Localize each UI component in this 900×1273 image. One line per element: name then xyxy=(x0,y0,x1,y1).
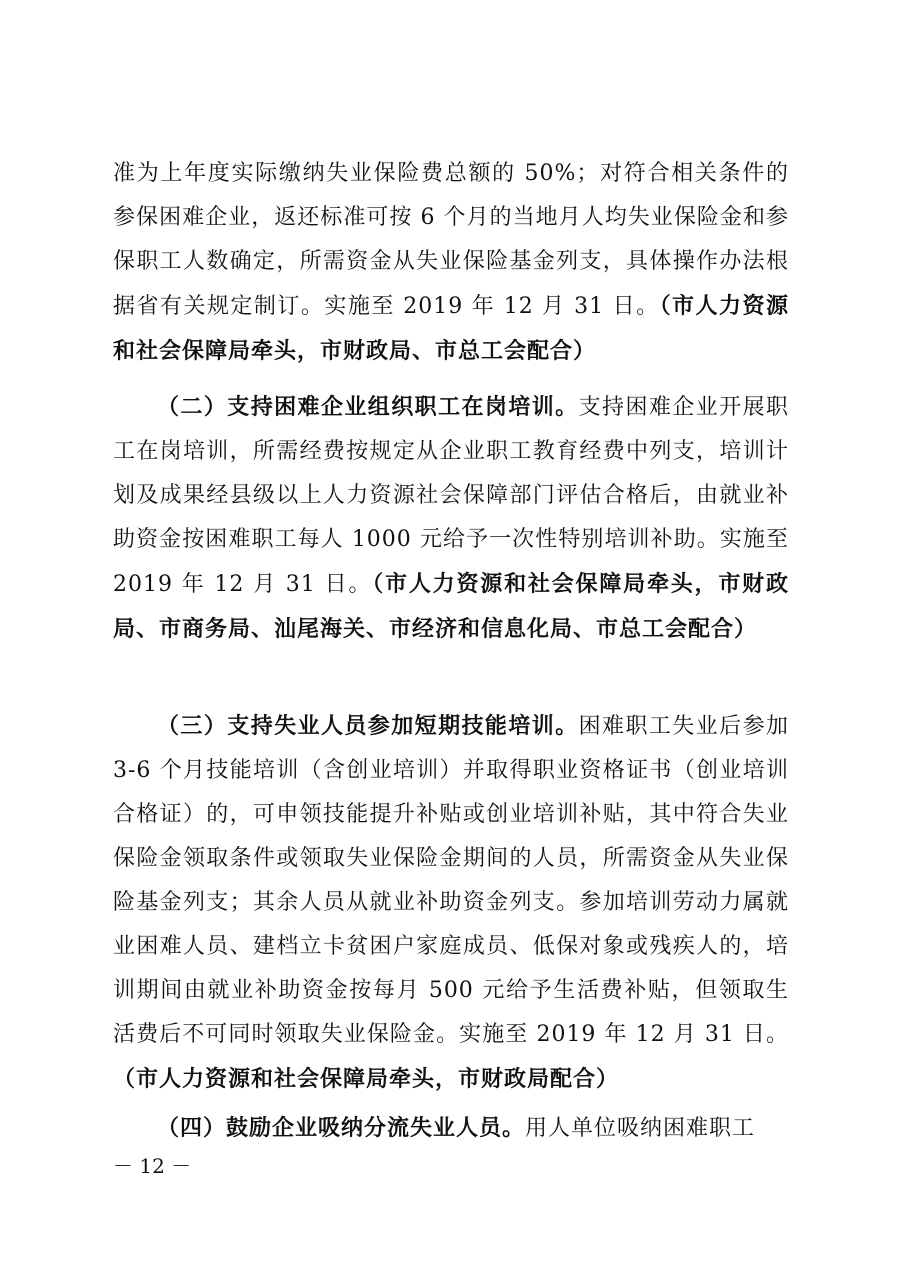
responsible-departments: （市人力资源和社会保障局牵头，市财政局、市商务局、汕尾海关、市经济和信息化局、市总工会配合） xyxy=(113,571,789,642)
paragraph-body: 困难职工失业后参加 3-6 个月技能培训（含创业培训）并取得职业资格证书（创业培训合格证）的，可申领技能提升补贴或创业培训补贴，其中符合失业保险金领取条件或领取失业保险金期间的人员，所需资金从失业保险基金列支；其余人员从就业补助资金列支。参加培训劳动力属就业困难人员、建档立卡贫困户家庭成员、低保对象或残疾人的，培训期间由就业补助资金按每月 500 元给予生活费补贴，但领取生活费后不可同时领取失业保险金。实施至 2019 年 12 月 31 日。 xyxy=(113,714,789,1047)
section-heading: （四）鼓励企业吸纳分流失业人员。 xyxy=(157,1115,526,1141)
paragraph-continuation xyxy=(113,152,789,374)
responsible-departments: （市人力资源和社会保障局牵头，市财政局、市总工会配合） xyxy=(113,293,789,364)
paragraph-section-4 xyxy=(113,1106,789,1151)
paragraph-section-2 xyxy=(113,385,789,652)
section-heading: （二）支持困难企业组织职工在岗培训。 xyxy=(157,394,579,420)
paragraph-body: 准为上年度实际缴纳失业保险费总额的 50%；对符合相关条件的参保困难企业，返还标准可按 6 个月的当地月人均失业保险金和参保职工人数确定，所需资金从失业保险基金列支，具体操作办法根据省有关规定制订。实施至 2019 年 12 月 31 日。 xyxy=(113,161,789,319)
paragraph-body: 支持困难企业开展职工在岗培训，所需经费按规定从企业职工教育经费中列支，培训计划及成果经县级以上人力资源社会保障部门评估合格后，由就业补助资金按困难职工每人 1000 元给予一次性特别培训补助。实施至 2019 年 12 月 31 日。 xyxy=(113,395,789,597)
page-number: － 12 － xyxy=(113,1154,192,1178)
paragraph-section-3 xyxy=(113,704,789,1102)
paragraph-body: 用人单位吸纳困难职工 xyxy=(525,1116,756,1141)
section-heading: （三）支持失业人员参加短期技能培训。 xyxy=(157,713,579,739)
responsible-departments: （市人力资源和社会保障局牵头，市财政局配合） xyxy=(113,1066,620,1092)
